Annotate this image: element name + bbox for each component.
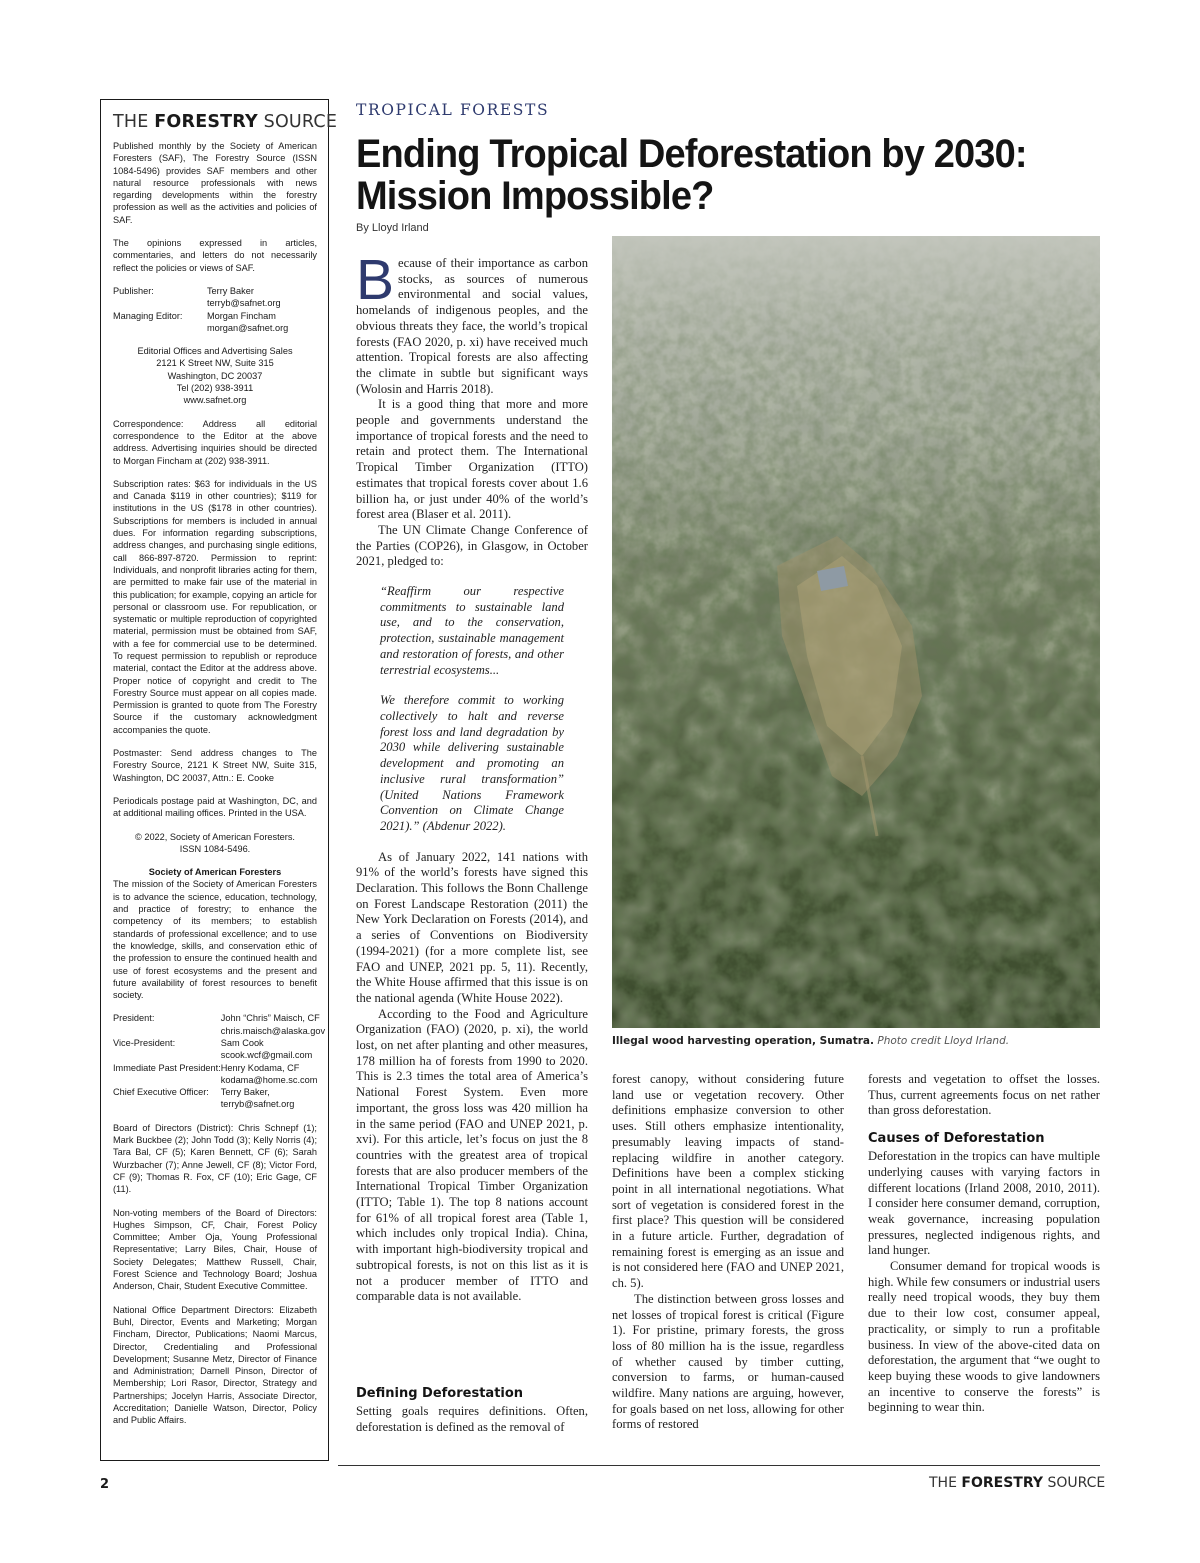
editorial-offices (113, 345, 317, 406)
quote-paragraph: We therefore commit to working collectively to halt and reverse forest loss and land degradation by 2030 while delivering sustainable development and promoting an inclusive rural transformation” (United Nations Framework Convention on Climate Change 2021).” (Abdenur 2022). (380, 693, 564, 833)
postmaster-note: Postmaster: Send address changes to The Forestry Source, 2121 K Street NW, Suite 315, Washington, DC 20037, Attn.: E. Cooke (113, 748, 317, 783)
copyright-note (113, 831, 317, 856)
paragraph: forest canopy, without considering future land use or vegetation recovery. Other definitions emphasize conversion to other uses. Still others emphasize intentionality, presumably leaving impacts of stand-replacing wildfire in another category. Definitions have been a complex sticking point in all international negotiations. What sort of vegetation is considered forest in the first place? This question will be considered in a future article. Further, degradation of remaining forest is emerging as an issue and is not considered here (FAO and UNEP 2021, ch. 5). (612, 1072, 844, 1291)
saf-heading: Society of American Foresters (148, 867, 282, 878)
masthead-title (113, 112, 338, 132)
officer-role: Vice-President: (113, 1038, 176, 1048)
issn-line: ISSN 1084-5496. (179, 843, 251, 854)
officer-row (113, 1086, 325, 1111)
paragraph: The distinction between gross losses and net losses of tropical forest is critical (Figure 1). For pristine, primary forests, the gross loss of 80 million ha is the issue, regardless of whether caused by timber cutting, conversion to farms, or human-caused wildfire. Many nations are arguing, however, for goals based on net loss, allowing for other forms of restored (612, 1291, 844, 1432)
officer-email: chris.maisch@alaska.gov (220, 1025, 326, 1036)
paragraph (356, 256, 588, 397)
officer-name (221, 1086, 325, 1111)
paragraph: Deforestation in the tropics can have multiple underlying causes with varying factors in different locations (Irland 2008, 2010, 2011). I consider here consumer demand, corruption, weak governance, increasing population pressures, neglected indigenous rights, and land hunger. (868, 1149, 1100, 1258)
staff-name-text: Morgan Fincham (206, 310, 276, 321)
officer-email: scook.wcf@gmail.com (220, 1050, 313, 1061)
officer-row (113, 1037, 325, 1062)
staff-role: Publisher: (113, 285, 154, 296)
photo-caption-text: Illegal wood harvesting operation, Sumatra. (612, 1035, 875, 1047)
article-headline: Ending Tropical Deforestation by 2030: Mission Impossible? (356, 132, 1027, 218)
officer-name-text: Sam Cook (220, 1038, 264, 1048)
masthead-title-source: SOURCE (263, 112, 338, 132)
officer-name (221, 1012, 325, 1037)
officers-table (113, 1012, 325, 1110)
article-column-1-bottom (356, 1386, 588, 1446)
paragraph: According to the Food and Agriculture Organization (FAO) (2020, p. xi), the world lost, on net after planting and other measures, 178 million ha of forests from 1990 to 2020. This is 2.3 times the total area of America’s National Forest System. Even more important, the gross loss was 420 million ha in the same period (FAO and UNEP 2021, p. xvi). For this article, let’s focus on just the 8 countries with the greatest area of tropical forests that are also producer members of the International Tropical Timber Organization (ITTO; Table 1). The top 8 nations account for 61% of all tropical forest area (Table 1, which includes only tropical India). China, with important high-biodiversity tropical and subtropical forests, is not on this list as it is not a producer member of ITTO and comparable data is not available. (356, 1006, 588, 1304)
officer-name-text: Henry Kodama, CF (220, 1062, 300, 1073)
paragraph-text: ecause of their importance as carbon stocks, as sources of numerous environmental and social values, homelands of indigenous peoples, and the obvious threats they face, the world’s tropical forests (FAO 2020, p. xi) have received much attention. Tropical forests are also affecting the climate in subtle but significant ways (Wolosin and Harris 2018). (356, 256, 588, 396)
board-of-directors: Board of Directors (District): Chris Schnepf (1); Mark Buckbee (2); John Todd (3); Kelly Norris (4); Tara Bal, CF (5); Karen Bennett, CF (6); Sarah Wurzbacher (7); Anne Jewell, CF (8); Victor Ford, CF (9); Thomas R. Fox, CF (10); Eric Gage, CF (11). (113, 1122, 317, 1195)
staff-row (113, 310, 317, 335)
forest-photo-illustration (612, 236, 1100, 1028)
footer-masthead (929, 1475, 1105, 1491)
officer-name (221, 1062, 325, 1087)
block-quote (380, 584, 564, 835)
paragraph: As of January 2022, 141 nations with 91% of the world’s forests have signed this Declaration. This follows the Bonn Challenge on Forest Landscape Restoration (2011) the New York Declaration on Forests (2014), and a series of Conventions on Biodiversity (1994-2021) (for a more complete list, see FAO and UNEP, 2021 pp. 5, 11). Recently, the White House affirmed that this issue is on the national agenda (White House 2022). (356, 849, 588, 1005)
officer-name-text: John “Chris” Maisch, CF (220, 1013, 320, 1024)
staff-role: Managing Editor: (113, 310, 183, 321)
subhead-defining-deforestation: Defining Deforestation (356, 1386, 524, 1401)
staff-name-text: Terry Baker (206, 285, 254, 296)
article-byline: By Lloyd Irland (356, 222, 429, 234)
periodicals-note: Periodicals postage paid at Washington, DC, and at additional mailing offices. Printed in the USA. (113, 795, 317, 819)
staff-name (207, 310, 317, 335)
office-line: Tel (202) 938-3911 (176, 383, 254, 394)
officer-email: kodama@home.sc.com (220, 1074, 318, 1085)
paragraph: The UN Climate Change Conference of the Parties (COP26), in Glasgow, in October 2021, pledged to: (356, 522, 588, 569)
officer-role: Immediate Past President: (113, 1062, 221, 1073)
photo-caption (612, 1035, 1112, 1047)
officer-name-text: Terry Baker, (220, 1087, 270, 1098)
office-line: www.safnet.org (183, 395, 247, 406)
drop-cap: B (356, 256, 395, 312)
office-line: Editorial Offices and Advertising Sales (137, 346, 293, 357)
paragraph: forests and vegetation to offset the losses. Thus, current agreements focus on net rather than gross deforestation. (868, 1072, 1100, 1118)
photo-credit: Photo credit Lloyd Irland. (877, 1035, 1010, 1047)
footer-rule (338, 1465, 1100, 1466)
footer-mast-source: SOURCE (1047, 1475, 1106, 1491)
staff-table (113, 285, 317, 334)
office-line: Washington, DC 20037 (167, 370, 263, 381)
section-kicker: TROPICAL FORESTS (356, 101, 550, 119)
paragraph: It is a good thing that more and more people and governments understand the importance of tropical forests and the need to retain and protect them. The International Tropical Timber Organization (ITTO) estimates that tropical forests cover about 1.6 billion ha, or just under 40% of the world’s forest area (Blaser et al. 2011). (356, 397, 588, 522)
staff-name (207, 285, 317, 310)
page-number: 2 (100, 1477, 110, 1492)
masthead-opinions: The opinions expressed in articles, commentaries, and letters do not necessarily reflect the policies or views of SAF. (113, 238, 317, 273)
officer-role: Chief Executive Officer: (113, 1087, 209, 1098)
officer-row (113, 1012, 325, 1037)
subscription-note: Subscription rates: $63 for individuals in the US and Canada $119 in other countries); $119 for institutions in the US ($178 in other countries). Subscriptions for members is included in annual dues. For information regarding subscriptions, address changes, and purchasing single editions, call 866-897-8720. Permission to reprint: Individuals, and nonprofit libraries acting for them, are permitted to make fair use of the material in this publication; for example, copying an article for personal or classroom use. For republication, or systematic or multiple reproduction of copyrighted material, permission must be obtained from SAF, with a fee for commercial use to be determined. To request permission to republish or reproduce material, contact the Editor at the address above. Proper notice of copyright and credit to The Forestry Source must appear on all copies made. Permission is granted to quote from The Forestry Source if the customary acknowledgment accompanies the quote. (113, 478, 317, 735)
officer-email: terryb@safnet.org (220, 1099, 295, 1110)
staff-email: morgan@safnet.org (206, 322, 289, 333)
nonvoting-members: Non-voting members of the Board of Directors: Hughes Simpson, CF, Chair, Forest Policy Committee; Amber Oja, Young Professional Representative; Larry Biles, Chair, House of Society Delegates; Matthew Russell, Chair, Forest Science and Technology Board; Joshua Anderson, Chair, Student Executive Committee. (113, 1207, 317, 1292)
article-column-3 (868, 1072, 1100, 1448)
footer-mast-the: THE (929, 1475, 957, 1491)
officer-role: President: (113, 1013, 155, 1024)
masthead-intro: Published monthly by the Society of American Foresters (SAF), The Forestry Source (ISSN 1084-5496) provides SAF members and other natural resource professionals with news regarding developments within the forestry profession as well as the activities and policies of SAF. (113, 141, 317, 225)
masthead-title-the: THE (113, 112, 149, 132)
staff-email: terryb@safnet.org (206, 298, 281, 309)
paragraph: Setting goals requires definitions. Often, deforestation is defined as the removal of (356, 1404, 588, 1434)
national-office-directors: National Office Department Directors: Elizabeth Buhl, Director, Events and Marketing; Morgan Fincham, Director, Publications; Naomi Marcus, Director, Credentialing and Professional Development; Susanne Metz, Director of Finance and Administration; Darnell Pinson, Director of Membership; Lori Rasor, Director, Strategy and Partnerships; Jocelyn Harris, Associate Director, Accreditation; Danielle Watson, Director, Policy and Public Affairs. (113, 1304, 317, 1426)
quote-paragraph: “Reaffirm our respective commitments to sustainable land use, and to the conservation, protection, sustainable management and restoration of forests, and other terrestrial ecosystems... (380, 584, 564, 677)
correspondence-note: Correspondence: Address all editorial correspondence to the Editor at the above address. Advertising inquiries should be directed to Morgan Fincham at (202) 938-3911. (113, 418, 317, 466)
saf-mission: The mission of the Society of American Foresters is to advance the science, education, technology, and practice of forestry; to enhance the competency of its members; to establish standards of professional excellence; and to use the knowledge, skills, and conservation ethic of the profession to ensure the continued health and use of forest ecosystems and the present and future availability of forest resources to benefit society. (113, 879, 317, 1001)
office-line: 2121 K Street NW, Suite 315 (156, 358, 274, 369)
subhead-causes-of-deforestation: Causes of Deforestation (868, 1131, 1045, 1147)
article-column-2 (612, 1072, 844, 1448)
officer-name (221, 1037, 325, 1062)
paragraph: Consumer demand for tropical woods is high. While few consumers or industrial users really need tropical woods, they buy them due to their low cost, consumer appeal, practicality, or simply to run a profitable business. In view of the above-cited data on deforestation, the argument that “we ought to keep buying these woods to give landowners an incentive to conserve the forests” is beginning to wear thin. (868, 1259, 1100, 1415)
forest-aerial-photo (612, 236, 1100, 1028)
copyright-line: © 2022, Society of American Foresters. (135, 831, 295, 842)
masthead-title-forestry: FORESTRY (154, 112, 258, 132)
masthead-box (100, 99, 338, 1461)
article-column-1 (356, 256, 588, 1376)
officer-row (113, 1062, 325, 1087)
footer-mast-forestry: FORESTRY (961, 1475, 1043, 1491)
staff-row (113, 285, 317, 310)
